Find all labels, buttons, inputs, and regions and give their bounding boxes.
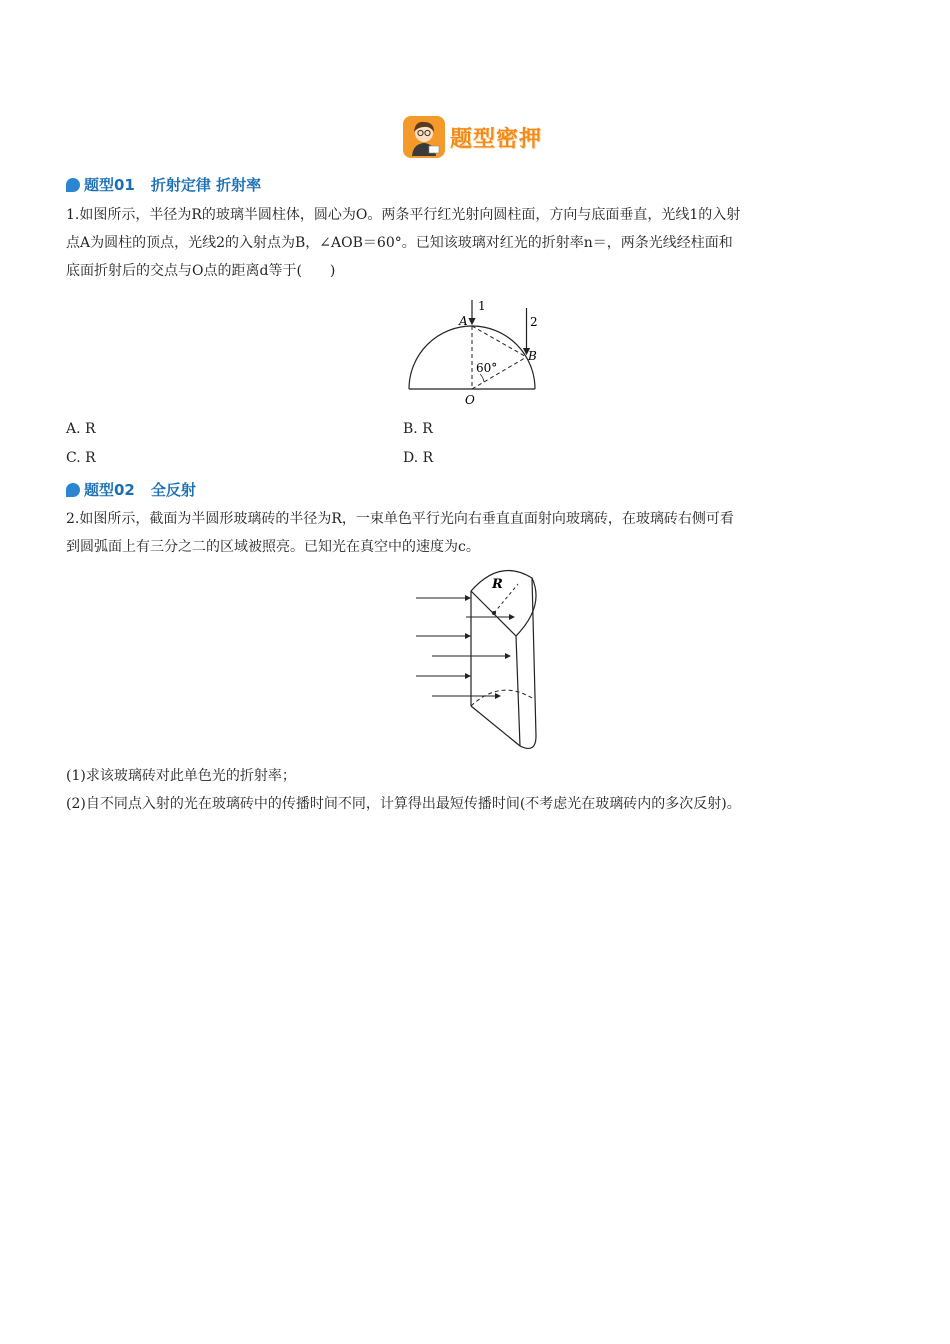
- refracted-ray: [472, 326, 527, 357]
- sub-question-2: (2)自不同点入射的光在玻璃砖中的传播时间不同，计算得出最短传播时间(不考虑光在玻璃砖内的多次反射)。: [66, 796, 741, 812]
- option-d[interactable]: D. R: [403, 450, 434, 466]
- teacher-avatar-icon: [403, 116, 445, 158]
- section-title: 全反射: [150, 481, 196, 499]
- section-heading-2: [66, 479, 196, 500]
- section-tag: 题型01: [84, 176, 135, 194]
- top-arc: [471, 570, 536, 636]
- angle-arc: [480, 374, 484, 382]
- header-banner: [403, 116, 553, 158]
- question-line: 底面折射后的交点与O点的距离d等于( ): [66, 263, 336, 279]
- question-line: 到圆弧面上有三分之二的区域被照亮。已知光在真空中的速度为c。: [66, 539, 480, 555]
- option-a[interactable]: A. R: [66, 421, 96, 437]
- question-line: 点A为圆柱的顶点，光线2的入射点为B，∠AOB＝60°。已知该玻璃对红光的折射率n＝，两条光线经柱面和: [66, 235, 733, 251]
- section-tag: 题型02: [84, 481, 135, 499]
- pin-icon: [66, 178, 80, 192]
- pin-icon: [66, 483, 80, 497]
- label-b: B: [528, 349, 537, 363]
- label-o: O: [465, 393, 475, 407]
- section-heading-1: [66, 174, 261, 195]
- label-a: A: [459, 314, 468, 328]
- label-r: R: [492, 577, 503, 592]
- question-2: [66, 505, 896, 561]
- bottom-arc: [520, 736, 536, 748]
- figure-semicylinder: [400, 294, 550, 408]
- sub-question-1: (1)求该玻璃砖对此单色光的折射率；: [66, 768, 296, 784]
- option-c[interactable]: C. R: [66, 450, 96, 466]
- bottom-diameter: [471, 706, 520, 746]
- label-1: 1: [478, 299, 486, 313]
- question-1: [66, 201, 896, 285]
- question-line: 2.如图所示，截面为半圆形玻璃砖的半径为R，一束单色平行光向右垂直直面射向玻璃砖，在玻璃砖右侧可看: [66, 511, 734, 527]
- banner-title: 题型密押: [450, 127, 543, 152]
- figure-glass-brick: [410, 566, 550, 758]
- label-2: 2: [530, 315, 538, 329]
- section-title: 折射定律 折射率: [150, 176, 262, 194]
- angle-label: 60°: [476, 361, 498, 375]
- center-dot: [492, 611, 496, 615]
- option-b[interactable]: B. R: [403, 421, 433, 437]
- question-line: 1.如图所示，半径为R的玻璃半圆柱体，圆心为O。两条平行红光射向圆柱面，方向与底面垂直，光线1的入射: [66, 207, 741, 223]
- hidden-arc: [471, 690, 532, 706]
